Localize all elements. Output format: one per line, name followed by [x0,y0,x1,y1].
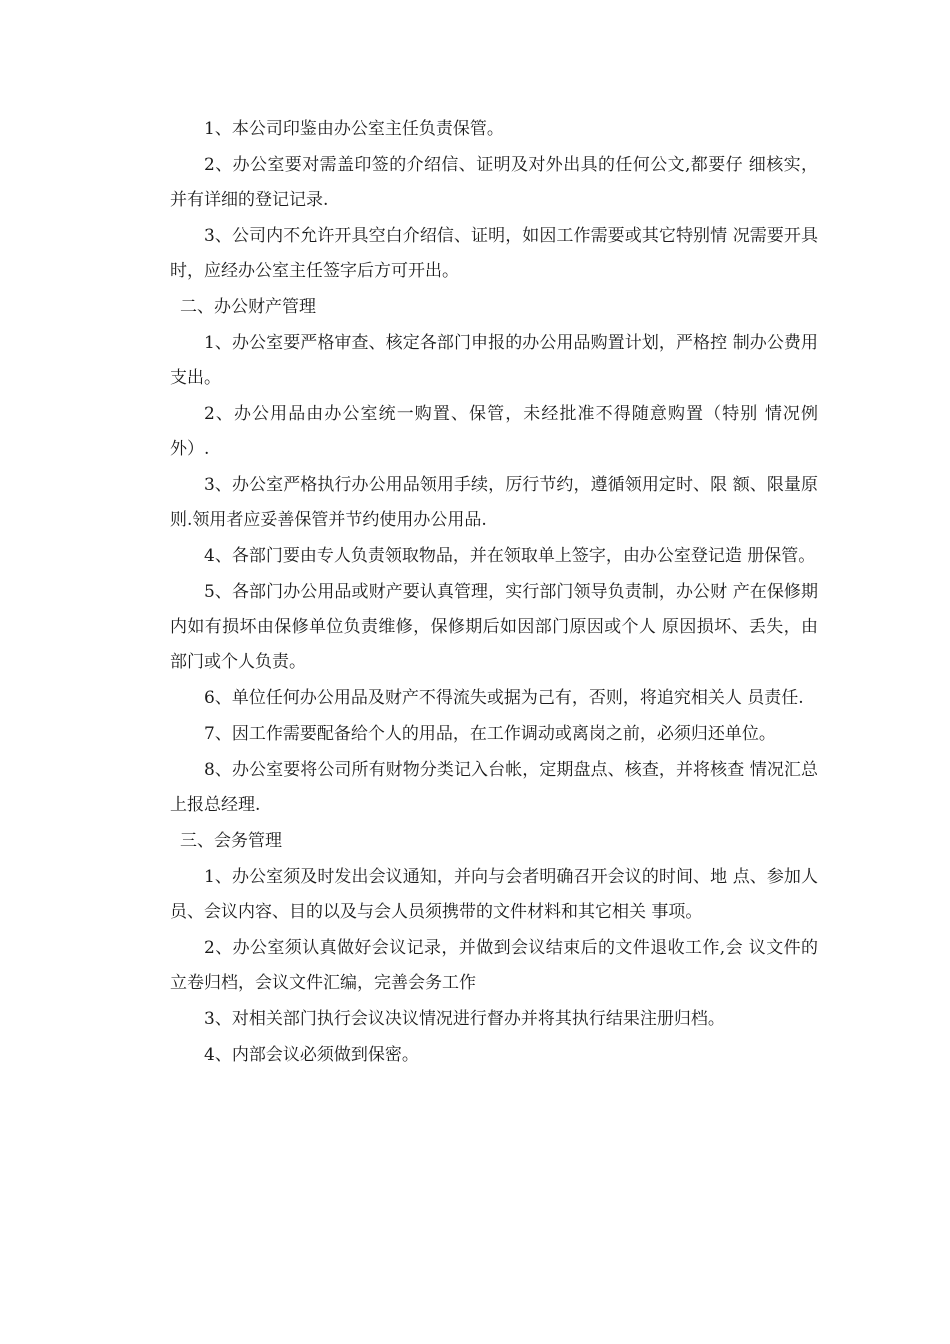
paragraph-meeting-3: 3、对相关部门执行会议决议情况进行督办并将其执行结果注册归档。 [204,1009,725,1029]
paragraph-meeting-1: 1、办公室须及时发出会议通知，并向与会者明确召开会议的时间、地 点、参加人员、会议内容、目的以及与会人员须携带的文件材料和其它相关 事项。 [170,867,818,922]
paragraph-seal-2: 2、办公室要对需盖印签的介绍信、证明及对外出具的任何公文,都要仔 细核实，并有详细的登记记录. [170,155,818,210]
paragraph-property-6: 6、单位任何办公用品及财产不得流失或据为己有，否则，将追究相关人 员责任. [204,688,804,708]
paragraph-property-7: 7、因工作需要配备给个人的用品，在工作调动或离岗之前，必须归还单位。 [204,724,776,744]
paragraph-property-4: 4、各部门要由专人负责领取物品，并在领取单上签字，由办公室登记造 册保管。 [204,546,816,566]
paragraph-seal-3: 3、公司内不允许开具空白介绍信、证明，如因工作需要或其它特别情 况需要开具时，应经办公室主任签字后方可开出。 [170,226,818,281]
paragraph-meeting-2: 2、办公室须认真做好会议记录，并做到会议结束后的文件退收工作,会 议文件的立卷归档，会议文件汇编，完善会务工作 [170,938,818,993]
paragraph-property-2: 2、办公用品由办公室统一购置、保管，未经批准不得随意购置（特别 情况例外）. [170,404,818,459]
paragraph-seal-1: 1、本公司印鉴由办公室主任负责保管。 [204,119,504,139]
paragraph-property-8: 8、办公室要将公司所有财物分类记入台帐，定期盘点、核查，并将核查 情况汇总上报总经理. [170,760,818,815]
paragraph-property-3: 3、办公室严格执行办公用品领用手续，厉行节约，遵循领用定时、限 额、限量原则.领用者应妥善保管并节约使用办公用品. [170,475,818,530]
document-body [170,112,818,1074]
paragraph-meeting-4: 4、内部会议必须做到保密。 [204,1045,419,1065]
paragraph-property-1: 1、办公室要严格审查、核定各部门申报的办公用品购置计划，严格控 制办公费用支出。 [170,333,818,388]
section-heading-office-property: 二、办公财产管理 [180,297,316,317]
paragraph-property-5: 5、各部门办公用品或财产要认真管理，实行部门领导负责制，办公财 产在保修期内如有损坏由保修单位负责维修，保修期后如因部门原因或个人 原因损坏、丢失，由部门或个人负责。 [170,582,818,672]
section-heading-meeting-management: 三、会务管理 [180,831,282,851]
